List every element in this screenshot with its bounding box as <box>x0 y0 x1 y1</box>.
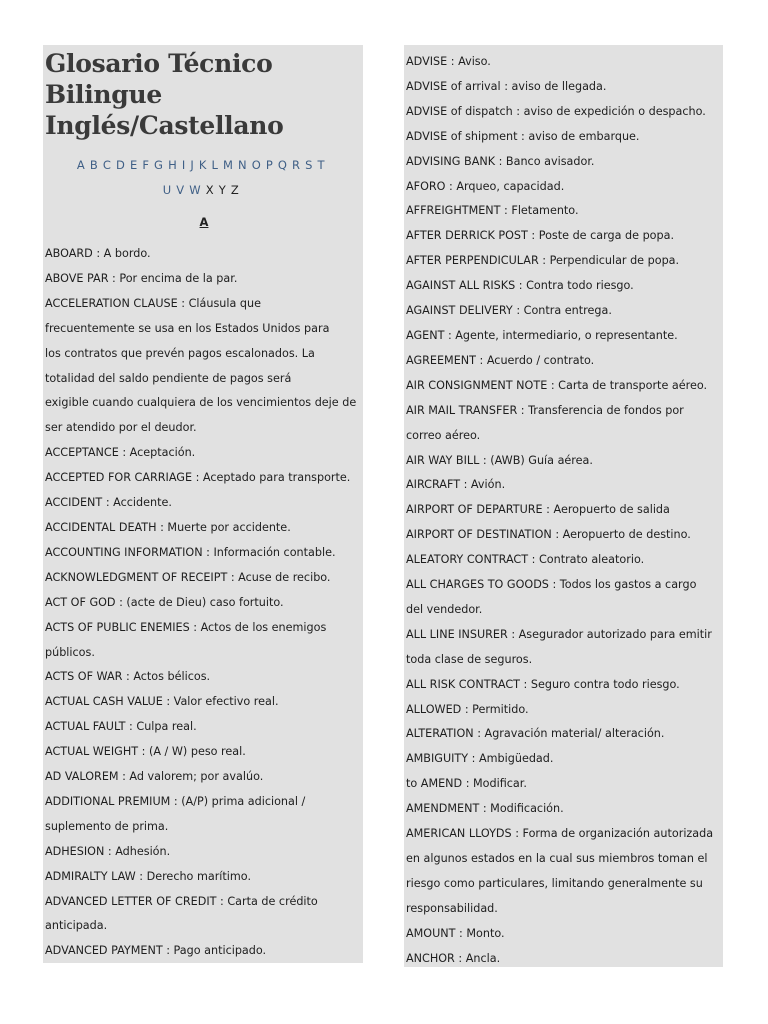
letter-link[interactable]: V <box>176 183 185 197</box>
glossary-line: ABOVE PAR : Por encima de la par. <box>45 271 238 285</box>
glossary-line: AFORO : Arqueo, capacidad. <box>406 179 565 193</box>
letter-link[interactable]: I <box>181 158 186 172</box>
letter-link[interactable]: Q <box>277 158 288 172</box>
glossary-list-left <box>45 242 363 964</box>
letter-link[interactable]: J <box>190 158 195 172</box>
glossary-line: ACTUAL CASH VALUE : Valor efectivo real. <box>45 695 279 709</box>
title-line: Inglés/Castellano <box>45 111 284 140</box>
section-heading: A <box>199 215 209 229</box>
letter-text: X <box>205 183 215 197</box>
letter-link[interactable]: T <box>317 158 326 172</box>
glossary-line: ADVISE of arrival : aviso de llegada. <box>406 79 607 93</box>
glossary-line: ALL CHARGES TO GOODS : Todos los gastos a cargo <box>406 578 697 592</box>
glossary-line: AGAINST ALL RISKS : Contra todo riesgo. <box>406 279 634 293</box>
glossary-line: ACCELERATION CLAUSE : Cláusula que <box>45 296 261 310</box>
glossary-line: exigible cuando cualquiera de los vencimientos deje de <box>45 396 357 410</box>
glossary-line: ALTERATION : Agravación material/ alteración. <box>406 727 665 741</box>
glossary-line: AMERICAN LLOYDS : Forma de organización autorizada <box>406 827 714 841</box>
glossary-line: ADVANCED PAYMENT : Pago anticipado. <box>45 944 267 958</box>
glossary-line: ACCIDENTAL DEATH : Muerte por accidente. <box>45 520 291 534</box>
glossary-line: ser atendido por el deudor. <box>45 421 197 435</box>
letter-link[interactable]: N <box>238 158 248 172</box>
glossary-line: ADDITIONAL PREMIUM : (A/P) prima adicional / <box>45 794 306 808</box>
glossary-line: ABOARD : A bordo. <box>45 247 151 260</box>
glossary-line: anticipada. <box>45 919 108 933</box>
letter-link[interactable]: R <box>292 158 301 172</box>
glossary-line: AIR WAY BILL : (AWB) Guía aérea. <box>406 453 593 467</box>
glossary-line: ADVISE of dispatch : aviso de expedición o despacho. <box>406 104 706 118</box>
glossary-line: AIRCRAFT : Avión. <box>406 478 506 492</box>
glossary-line: frecuentemente se usa en los Estados Unidos para <box>45 321 330 335</box>
letter-link[interactable]: A <box>76 158 86 172</box>
glossary-line: ALL RISK CONTRACT : Seguro contra todo riesgo. <box>406 677 680 691</box>
right-column <box>404 45 723 967</box>
letter-text: Z <box>230 183 240 197</box>
letter-link[interactable]: F <box>142 158 150 172</box>
letter-link[interactable]: G <box>154 158 164 172</box>
glossary-line: to AMEND : Modificar. <box>406 777 527 791</box>
glossary-line: públicos. <box>45 645 95 659</box>
glossary-line: ADVISE : Aviso. <box>406 55 491 68</box>
glossary-line: AIRPORT OF DESTINATION : Aeropuerto de destino. <box>406 528 691 542</box>
glossary-line: ADVISING BANK : Banco avisador. <box>406 154 595 168</box>
glossary-line: responsabilidad. <box>406 901 498 915</box>
letter-link[interactable]: O <box>251 158 262 172</box>
letter-link[interactable]: H <box>168 158 178 172</box>
glossary-line: correo aéreo. <box>406 428 481 442</box>
glossary-line: AD VALOREM : Ad valorem; por avalúo. <box>45 770 264 784</box>
glossary-line: ALL LINE INSURER : Asegurador autorizado para emitir <box>406 627 712 641</box>
glossary-line: ALEATORY CONTRACT : Contrato aleatorio. <box>406 553 645 567</box>
glossary-line: AIRPORT OF DEPARTURE : Aeropuerto de salida <box>406 503 670 517</box>
letter-link[interactable]: U <box>162 183 172 197</box>
glossary-line: AIR CONSIGNMENT NOTE : Carta de transporte aéreo. <box>406 378 708 392</box>
glossary-line: ACKNOWLEDGMENT OF RECEIPT : Acuse de recibo. <box>45 570 331 584</box>
glossary-line: ADMIRALTY LAW : Derecho marítimo. <box>45 869 252 883</box>
letter-link[interactable]: D <box>116 158 126 172</box>
glossary-line: suplemento de prima. <box>45 819 169 833</box>
glossary-line: totalidad del saldo pendiente de pagos será <box>45 371 292 385</box>
glossary-line: ACCIDENT : Accidente. <box>45 496 172 510</box>
glossary-line: ACCEPTANCE : Aceptación. <box>45 446 196 460</box>
glossary-line: AFTER PERPENDICULAR : Perpendicular de popa. <box>406 254 680 268</box>
letter-link[interactable]: M <box>222 158 234 172</box>
letter-link[interactable]: E <box>129 158 138 172</box>
glossary-line: ACTS OF WAR : Actos bélicos. <box>45 670 211 684</box>
left-column <box>43 45 363 963</box>
glossary-line: riesgo como particulares, limitando generalmente su <box>406 876 703 890</box>
glossary-line: AMOUNT : Monto. <box>406 926 505 940</box>
glossary-line: ACTUAL WEIGHT : (A / W) peso real. <box>45 745 246 759</box>
glossary-line: AMENDMENT : Modificación. <box>406 802 564 816</box>
glossary-line: ADHESION : Adhesión. <box>45 844 171 858</box>
glossary-line: ACTS OF PUBLIC ENEMIES : Actos de los enemigos <box>45 620 327 634</box>
letter-link[interactable]: W <box>189 183 202 197</box>
glossary-line: ANCHOR : Ancla. <box>406 951 501 965</box>
title-line: Bilingue <box>45 80 162 109</box>
glossary-line: ADVISE of shipment : aviso de embarque. <box>406 129 640 143</box>
letter-link[interactable]: P <box>265 158 274 172</box>
alphabet-row <box>45 153 357 178</box>
glossary-line: ALLOWED : Permitido. <box>406 702 529 716</box>
glossary-line: toda clase de seguros. <box>406 652 533 666</box>
letter-link[interactable]: S <box>305 158 313 172</box>
glossary-line: AFTER DERRICK POST : Poste de carga de popa. <box>406 229 675 243</box>
glossary-line: ACCEPTED FOR CARRIAGE : Aceptado para transporte. <box>45 471 351 485</box>
letter-link[interactable]: K <box>198 158 207 172</box>
letter-text: Y <box>218 183 227 197</box>
glossary-line: ADVANCED LETTER OF CREDIT : Carta de crédito <box>45 894 318 908</box>
glossary-line: AGAINST DELIVERY : Contra entrega. <box>406 304 612 318</box>
letter-link[interactable]: C <box>102 158 112 172</box>
glossary-line: ACT OF GOD : (acte de Dieu) caso fortuito. <box>45 595 284 609</box>
glossary-line: ACCOUNTING INFORMATION : Información contable. <box>45 545 336 559</box>
glossary-list-right <box>406 50 723 972</box>
glossary-line: del vendedor. <box>406 602 483 616</box>
letter-link[interactable]: L <box>211 158 219 172</box>
glossary-line: AGENT : Agente, intermediario, o representante. <box>406 328 678 342</box>
glossary-line: AIR MAIL TRANSFER : Transferencia de fondos por <box>406 403 684 417</box>
title-line: Glosario Técnico <box>45 49 273 78</box>
glossary-line: los contratos que prevén pagos escalonados. La <box>45 346 315 360</box>
glossary-line: AFFREIGHTMENT : Fletamento. <box>406 204 579 218</box>
glossary-line: en algunos estados en la cual sus miembros toman el <box>406 852 708 865</box>
glossary-line: AMBIGUITY : Ambigüedad. <box>406 752 554 766</box>
page-title <box>45 48 363 141</box>
glossary-line: AGREEMENT : Acuerdo / contrato. <box>406 353 595 367</box>
letter-link[interactable]: B <box>89 158 99 172</box>
alphabet-index <box>45 153 363 203</box>
alphabet-row <box>45 178 357 203</box>
glossary-line: ACTUAL FAULT : Culpa real. <box>45 720 197 734</box>
